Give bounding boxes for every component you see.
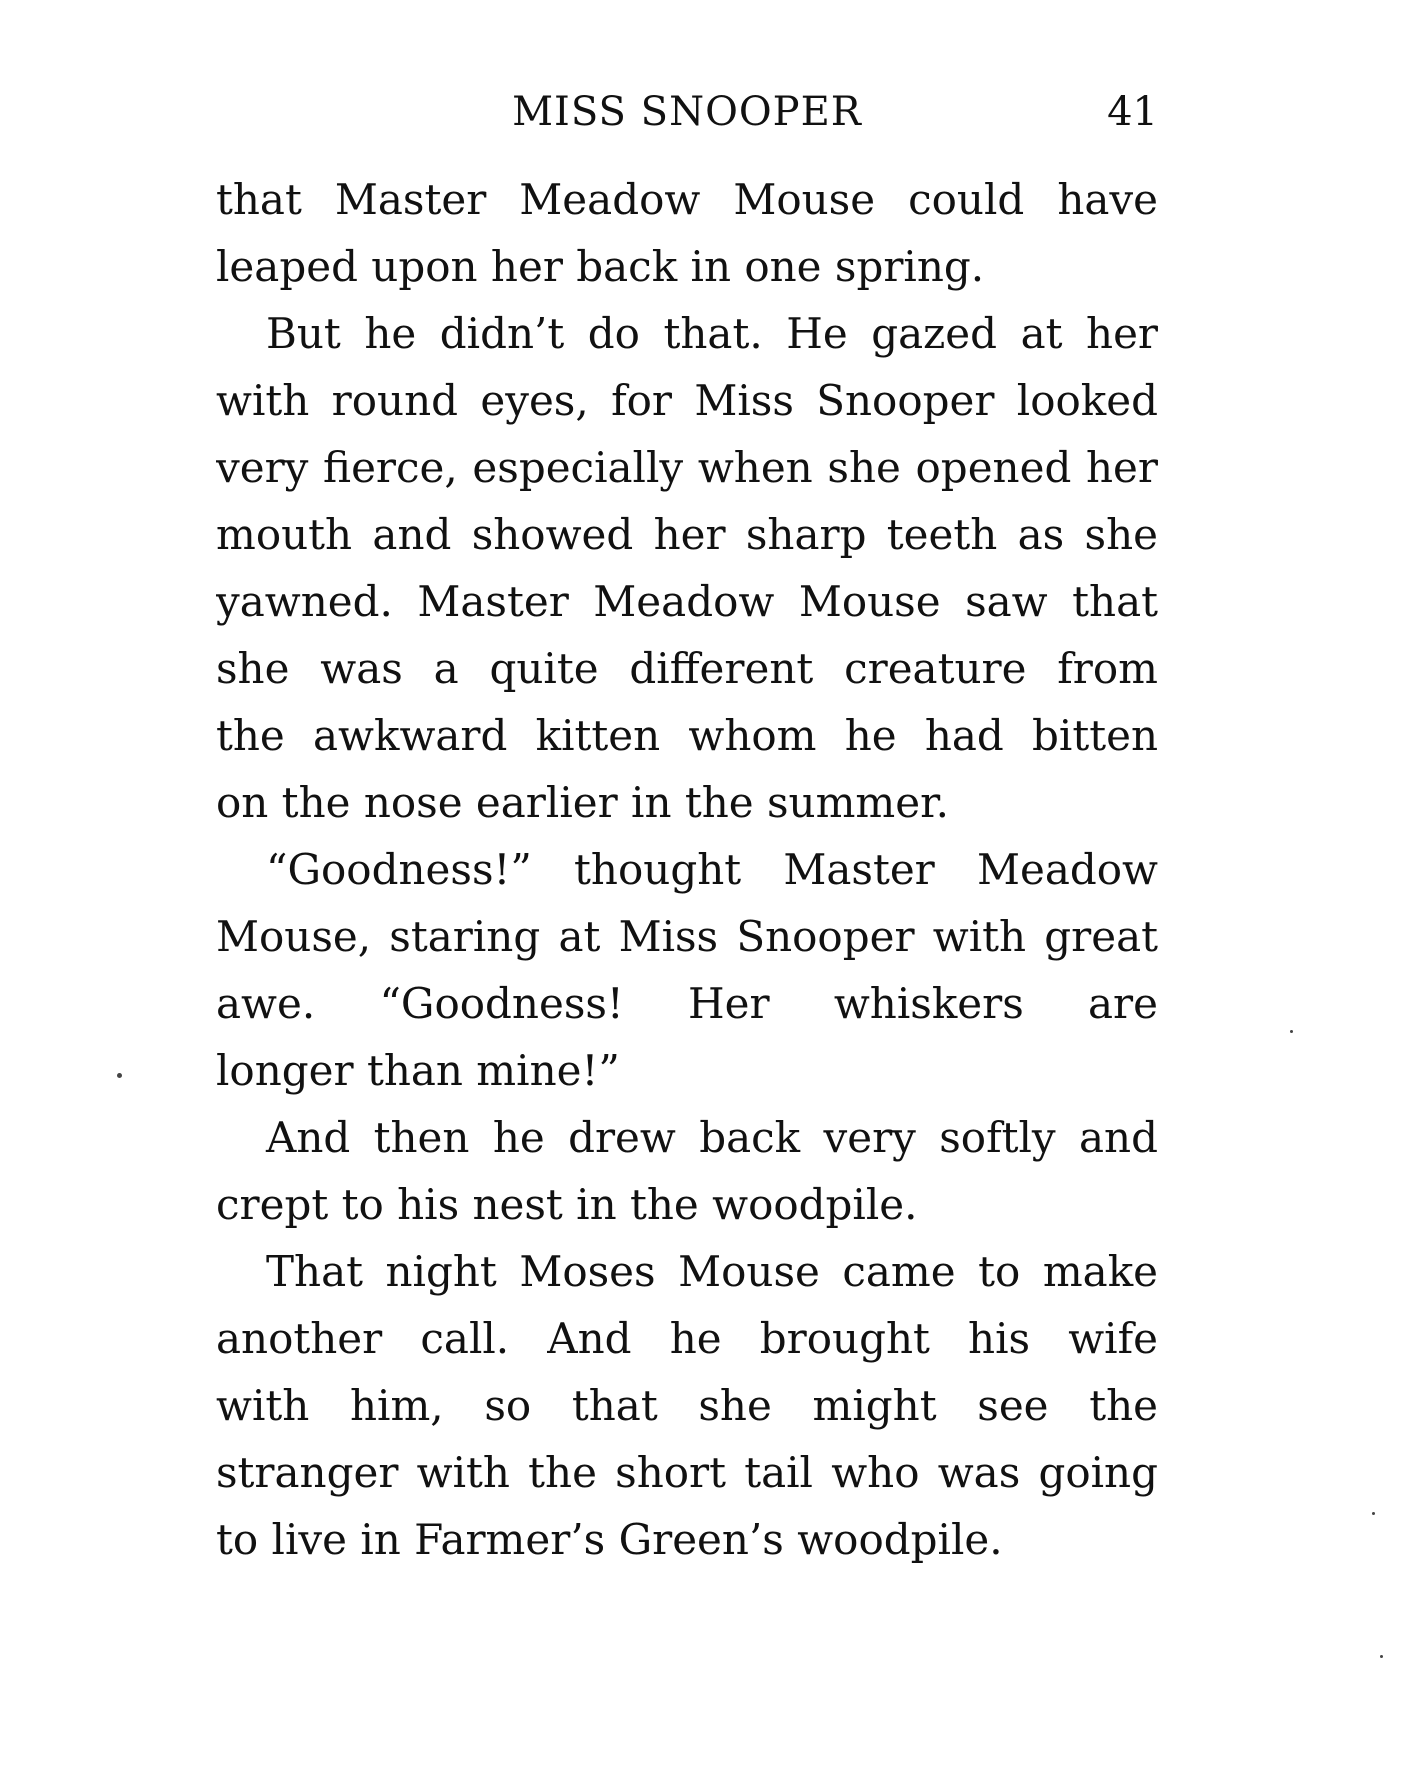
text-line: that Master Meadow Mouse could have bbox=[216, 175, 1158, 224]
text-line: with round eyes, for Miss Snooper looked bbox=[216, 376, 1158, 425]
scan-speck bbox=[1290, 1030, 1293, 1033]
text-line: crept to his nest in the woodpile. bbox=[216, 1180, 918, 1229]
text-line: mouth and showed her sharp teeth as she bbox=[216, 510, 1158, 559]
text-line: longer than mine!” bbox=[216, 1046, 620, 1095]
text-line: And then he drew back very softly and bbox=[266, 1113, 1158, 1162]
text-line: stranger with the short tail who was going bbox=[216, 1448, 1158, 1497]
text-line: awe. “Goodness! Her whiskers are bbox=[216, 979, 1158, 1028]
text-line: “Goodness!” thought Master Meadow bbox=[266, 845, 1158, 894]
running-head bbox=[216, 82, 1158, 142]
text-line: That night Moses Mouse came to make bbox=[266, 1247, 1158, 1296]
text-line: yawned. Master Meadow Mouse saw that bbox=[216, 577, 1158, 626]
text-line: Mouse, staring at Miss Snooper with great bbox=[216, 912, 1158, 961]
text-line: But he didn’t do that. He gazed at her bbox=[266, 309, 1158, 358]
text-line: leaped upon her back in one spring. bbox=[216, 242, 985, 291]
page-number: 41 bbox=[1107, 89, 1158, 135]
text-line: to live in Farmer’s Green’s woodpile. bbox=[216, 1515, 1003, 1564]
text-line: with him, so that she might see the bbox=[216, 1381, 1158, 1430]
scan-speck bbox=[117, 1073, 122, 1078]
chapter-title: MISS SNOOPER bbox=[512, 89, 862, 135]
body-text bbox=[216, 166, 1158, 1573]
scan-speck bbox=[1380, 1655, 1383, 1658]
text-line: she was a quite different creature from bbox=[216, 644, 1158, 693]
text-line: another call. And he brought his wife bbox=[216, 1314, 1158, 1363]
text-line: on the nose earlier in the summer. bbox=[216, 778, 949, 827]
text-line: very fierce, especially when she opened her bbox=[216, 443, 1158, 492]
scan-speck bbox=[1372, 1512, 1375, 1515]
text-line: the awkward kitten whom he had bitten bbox=[216, 711, 1158, 760]
